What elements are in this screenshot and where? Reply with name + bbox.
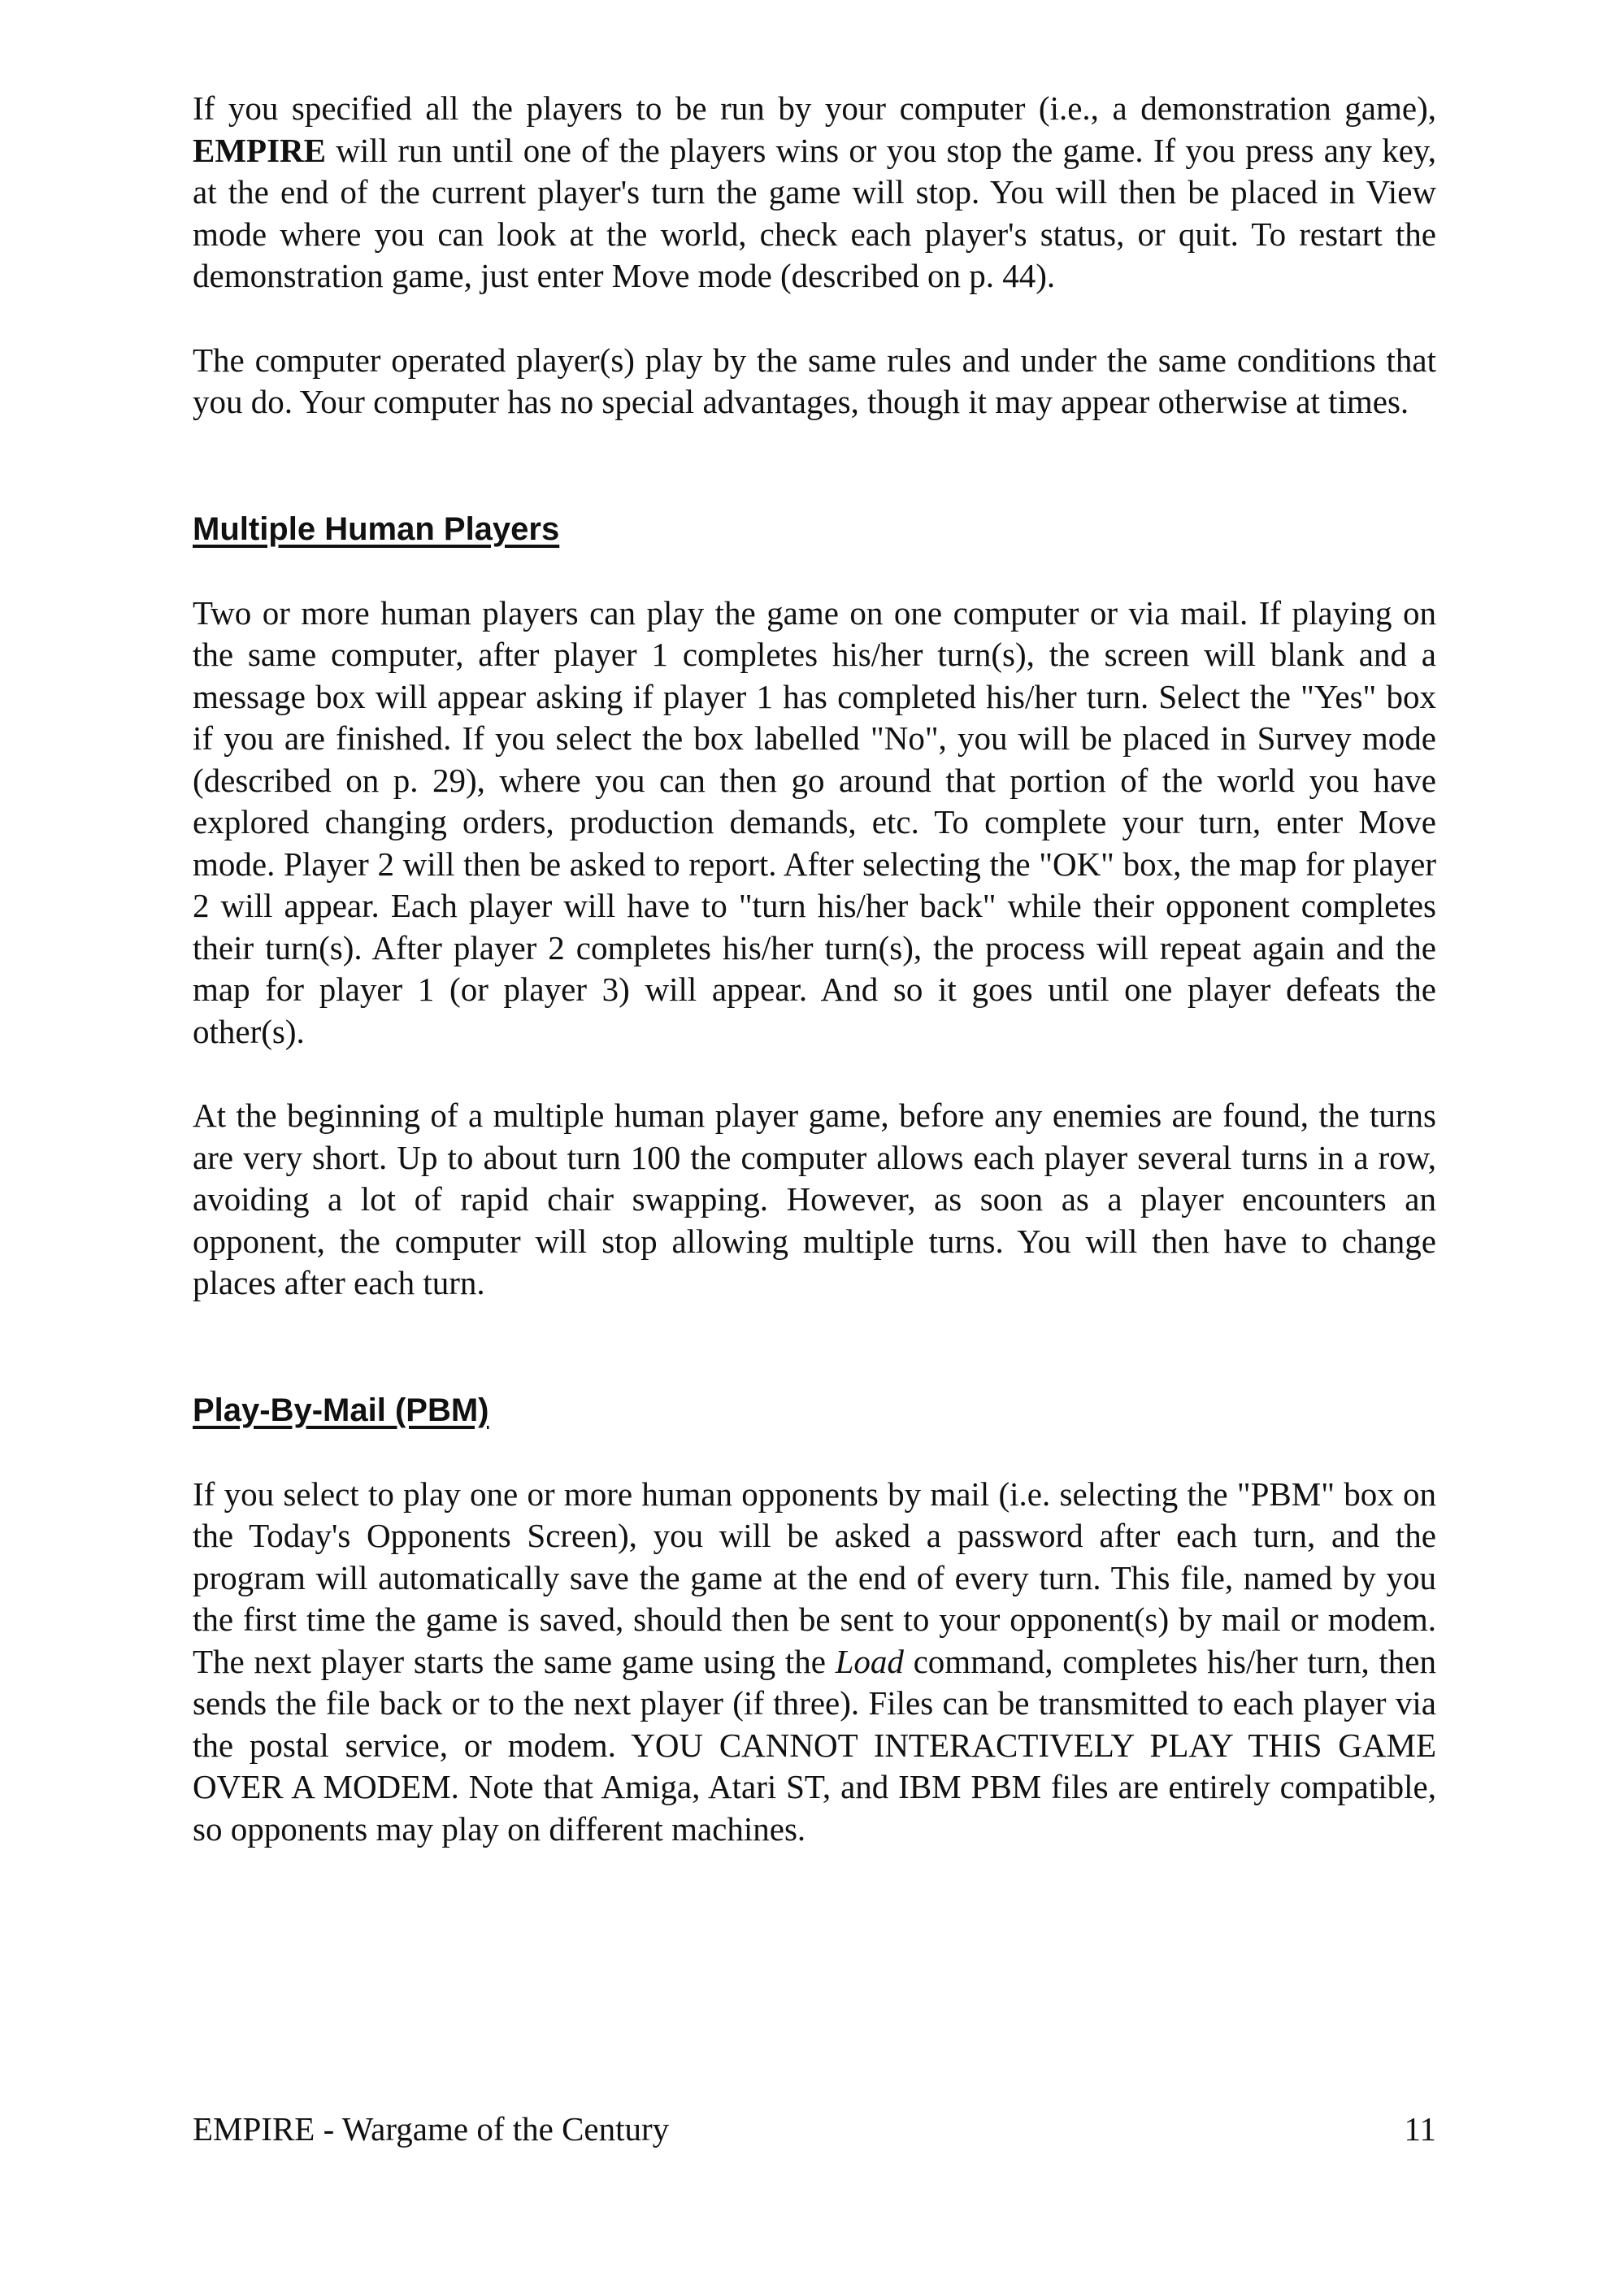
paragraph-multiple-human-players: Two or more human players can play the game on one computer or via mail. If playing on the same computer, after player 1 completes his/her turn(s), the screen will blank and a message box will appear asking if player 1 has completed his/her turn. Select the "Yes" box if you are finished. If you select the box labelled "No", you will be placed in Survey mode (described on p. 29), where you can then go around that portion of the world you have explored changing orders, production demands, etc. To complete your turn, enter Move mode. Player 2 will then be asked to report. After selecting the "OK" box, the map for player 2 will appear. Each player will have to "turn his/her back" while their opponent completes their turn(s). After player 2 completes his/her turn(s), the process will repeat again and the map for player 1 (or player 3) will appear. And so it goes until one player defeats the other(s). bbox=[193, 593, 1436, 1050]
p5-text-c: command, completes his/her turn, then sends the file back or to the next player (if three). Files can be transmitted to each player via the postal service, or modem. YOU CANNOT INTERACTIVELY PLAY THIS GAME OVER A MODEM. Note that Amiga, Atari ST, and IBM PBM files are entirely compatible, so opponents may play on different machines. bbox=[193, 1642, 1437, 1848]
p1-text-a: If you specified all the players to be run by your computer (i.e., a demonstration game), bbox=[193, 89, 1436, 127]
page-number: 11 bbox=[1404, 2110, 1436, 2148]
page-body bbox=[193, 88, 1436, 1850]
heading-multiple-human-players: Multiple Human Players bbox=[193, 510, 560, 547]
heading-play-by-mail: Play-By-Mail (PBM) bbox=[193, 1392, 489, 1428]
p5-text-a: If you select to play one or more human opponents by mail (i.e. selecting the "PBM" box on the Today's Opponents Screen), you will be asked a password after each turn, and the program will automatically save the game at the end of every turn. This file, named by you the first time the game is saved, should then be sent to your opponent(s) by mail or modem. The next player starts the same game using the bbox=[193, 1475, 1436, 1680]
footer-title: EMPIRE - Wargame of the Century bbox=[193, 2110, 670, 2148]
paragraph-play-by-mail bbox=[193, 1474, 1436, 1851]
paragraph-computer-players: The computer operated player(s) play by the same rules and under the same conditions that you do. Your computer has no special advantages, though it may appear otherwise at times. bbox=[193, 341, 1436, 420]
page-footer bbox=[193, 2108, 1436, 2150]
p1-empire-bold: EMPIRE bbox=[193, 131, 326, 169]
p1-text-c: will run until one of the players wins or you stop the game. If you press any key, at the end of the current player's turn the game will stop. You will then be placed in View mode where you can look at the world, check each player's status, or quit. To restart the demonstration game, just enter Move mode (described on p. 44). bbox=[193, 131, 1436, 294]
paragraph-turn-lengths: At the beginning of a multiple human player game, before any enemies are found, the turns are very short. Up to about turn 100 the computer allows each player several turns in a row, avoiding a lot of rapid chair swapping. However, as soon as a player encounters an opponent, the computer will stop allowing multiple turns. You will then have to change places after each turn. bbox=[193, 1097, 1436, 1301]
paragraph-demonstration-game bbox=[193, 88, 1436, 298]
p5-load-italic: Load bbox=[835, 1642, 904, 1680]
